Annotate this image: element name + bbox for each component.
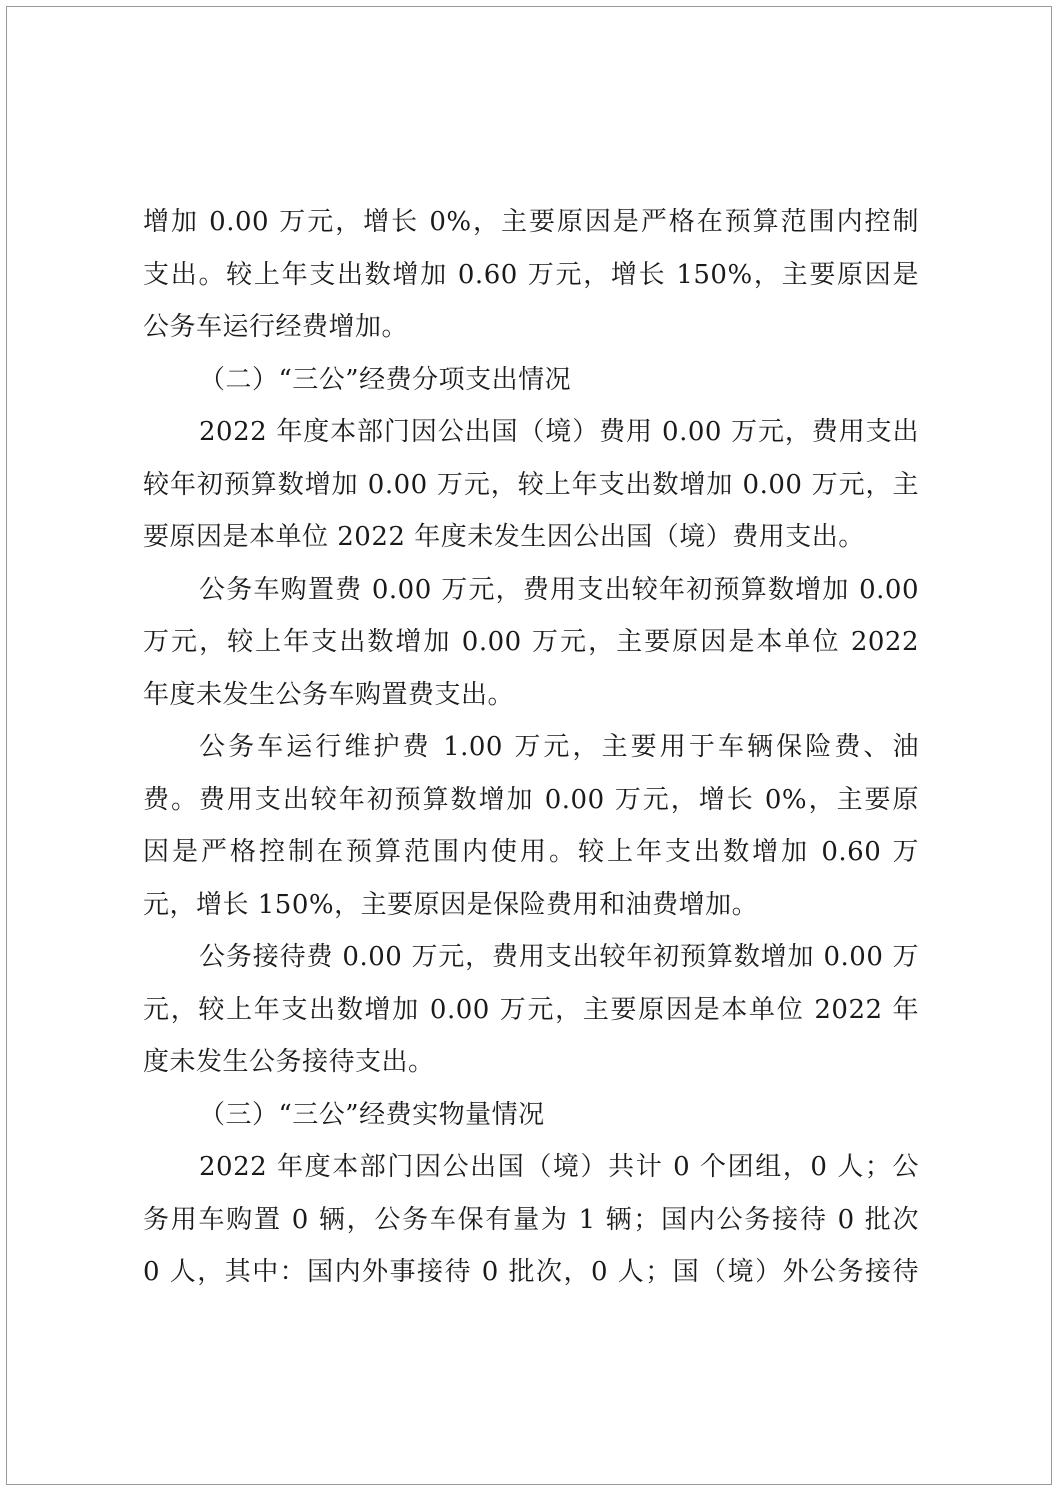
text-line: 较年初预算数增加 0.00 万元，较上年支出数增加 0.00 万元，主 <box>143 469 919 500</box>
text-line: 要原因是本单位 2022 年度未发生因公出国（境）费用支出。 <box>143 522 865 552</box>
text-line: 因是严格控制在预算范围内使用。较上年支出数增加 0.60 万 <box>143 837 919 867</box>
text-line: 公务接待费 0.00 万元，费用支出较年初预算数增加 0.00 万 <box>199 942 919 972</box>
section-heading: （二）“三公”经费分项支出情况 <box>199 364 572 395</box>
text-line: 元，增长 150%，主要原因是保险费用和油费增加。 <box>143 889 759 920</box>
text-line: 万元，较上年支出数增加 0.00 万元，主要原因是本单位 2022 <box>143 627 919 657</box>
text-line: 公务车运行维护费 1.00 万元，主要用于车辆保险费、油 <box>199 732 919 762</box>
text-line: 0 人，其中：国内外事接待 0 批次，0 人；国（境）外公务接待 <box>143 1257 919 1287</box>
text-line: 支出。较上年支出数增加 0.60 万元，增长 150%，主要原因是 <box>143 259 919 290</box>
text-line: 务用车购置 0 辆，公务车保有量为 1 辆；国内公务接待 0 批次 <box>143 1204 919 1235</box>
text-line: 2022 年度本部门因公出国（境）共计 0 个团组，0 人；公 <box>199 1152 919 1182</box>
text-line: 公务车购置费 0.00 万元，费用支出较年初预算数增加 0.00 <box>199 574 919 605</box>
text-line: 元，较上年支出数增加 0.00 万元，主要原因是本单位 2022 年 <box>143 994 919 1025</box>
text-line: 年度未发生公务车购置费支出。 <box>143 679 515 710</box>
document-body <box>143 196 919 1299</box>
text-line: 2022 年度本部门因公出国（境）费用 0.00 万元，费用支出 <box>199 417 919 447</box>
section-heading: （三）“三公”经费实物量情况 <box>199 1099 545 1130</box>
text-line: 度未发生公务接待支出。 <box>143 1047 435 1077</box>
text-line: 公务车运行经费增加。 <box>143 312 409 342</box>
text-line: 增加 0.00 万元，增长 0%，主要原因是严格在预算范围内控制 <box>143 207 919 237</box>
text-line: 费。费用支出较年初预算数增加 0.00 万元，增长 0%，主要原 <box>143 784 919 815</box>
